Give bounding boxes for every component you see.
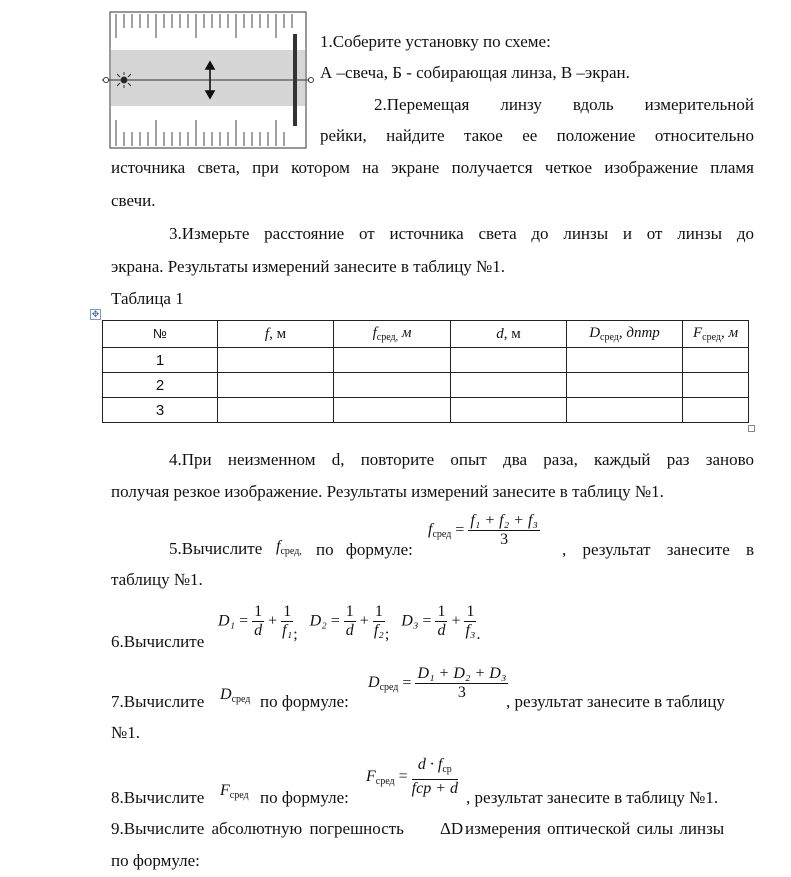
step7-mid: по формуле: xyxy=(260,692,349,711)
step8-mid: по формуле: xyxy=(260,788,349,807)
setup-legend: А –свеча, Б - собирающая линза, В –экран. xyxy=(320,63,630,82)
table-cell[interactable] xyxy=(218,373,334,398)
table-cell[interactable] xyxy=(218,348,334,373)
header-num: № xyxy=(103,321,218,348)
step7-lead: 7.Вычислите xyxy=(111,692,205,711)
step5-lead: 5.Вычислите xyxy=(169,539,263,558)
step8-F-symbol: $F_{сред}$ xyxy=(220,782,249,801)
step5-mid: по формуле: xyxy=(316,540,413,559)
table-cell[interactable] xyxy=(567,348,683,373)
step7-line2: №1. xyxy=(111,723,140,742)
table-cell[interactable] xyxy=(451,348,567,373)
step6-lead: 6.Вычислите xyxy=(111,632,205,651)
step5-formula: $f_{сред}$ = $\frac{\text{f₁ + f₂ + f₃}}{3}$ xyxy=(428,512,538,548)
header-f-avg: $f_{сред,}$ м xyxy=(334,321,451,348)
step4-line2: получая резкое изображение. Результаты измерений занесите в таблицу №1. xyxy=(111,482,664,501)
step5-line2: таблицу №1. xyxy=(111,570,203,589)
row-number: 2 xyxy=(103,373,218,398)
step2-line3: источника света, при котором на экране получается четкое изображение пламя xyxy=(111,158,754,177)
step9-line1-b: измерения оптической силы линзы xyxy=(465,819,725,838)
table-header-row xyxy=(103,321,749,348)
step5-f-symbol: $f_{сред,}$ xyxy=(276,538,302,557)
header-d: d, м xyxy=(451,321,567,348)
table-row xyxy=(103,398,749,423)
step7-formula: $D_{сред}$ = $\frac{\text{D₁ + D₂ + D₃}}{3}$ xyxy=(368,665,507,701)
table-cell[interactable] xyxy=(683,373,749,398)
table-cell[interactable] xyxy=(218,398,334,423)
step9-line2: по формуле: xyxy=(111,851,200,870)
step2-line1: 2.Перемещая линзу вдоль измерительной xyxy=(374,95,754,114)
step9-line1-a: 9.Вычислите абсолютную погрешность xyxy=(111,819,404,838)
step7-tail: , результат занесите в таблицу xyxy=(506,692,725,711)
step5-tail: , результат занесите в xyxy=(562,540,754,559)
table-cell[interactable] xyxy=(683,348,749,373)
step4-line1: 4.При неизменном d, повторите опыт два раза, каждый раз заново xyxy=(169,450,754,469)
step2-line2: рейки, найдите такое ее положение относительно xyxy=(320,126,754,145)
row-number: 1 xyxy=(103,348,218,373)
table-cell[interactable] xyxy=(683,398,749,423)
step8-lead: 8.Вычислите xyxy=(111,788,205,807)
table-cell[interactable] xyxy=(567,373,683,398)
table-row xyxy=(103,348,749,373)
table-cell[interactable] xyxy=(334,348,451,373)
table-cell[interactable] xyxy=(451,398,567,423)
step7-D-symbol: $D_{сред}$ xyxy=(220,686,251,705)
header-D-avg: $D_{сред}$, дптр xyxy=(567,321,683,348)
optical-bench-diagram xyxy=(102,8,317,152)
table-resize-handle[interactable] xyxy=(748,425,755,432)
header-F-avg: $F_{сред}$, м xyxy=(683,321,749,348)
table-cell[interactable] xyxy=(451,373,567,398)
measurement-table xyxy=(102,320,749,423)
row-number: 3 xyxy=(103,398,218,423)
step9-delta: ΔD xyxy=(440,819,464,838)
step6-formulas: D₁ = $\frac{1}{d}$ + $\frac{1}{\text{f₁}}$ ; D₂ = $\frac{1}{d}$ + $\frac{1}{\text{f₂}}$ ; D₃ = $\frac{1}{d}$ + $\frac{1}{\text{f₃}}$ . xyxy=(218,603,481,644)
header-f: f, м xyxy=(218,321,334,348)
step2-line4: свечи. xyxy=(111,191,156,210)
table-cell[interactable] xyxy=(567,398,683,423)
step1-text: 1.Соберите установку по схеме: xyxy=(320,32,551,51)
table-cell[interactable] xyxy=(334,373,451,398)
table-row xyxy=(103,373,749,398)
table-cell[interactable] xyxy=(334,398,451,423)
step3-line2: экрана. Результаты измерений занесите в таблицу №1. xyxy=(111,257,506,276)
step8-tail: , результат занесите в таблицу №1. xyxy=(466,788,719,807)
step3-line1: 3.Измерьте расстояние от источника света до линзы и от линзы до xyxy=(169,224,754,243)
table-caption: Таблица 1 xyxy=(111,289,184,308)
table-move-handle[interactable]: ✥ xyxy=(91,309,100,319)
step8-formula: $F_{сред}$ = $\frac{d \cdot f_{ср}}{\text{fср + d}}$ xyxy=(366,756,458,797)
